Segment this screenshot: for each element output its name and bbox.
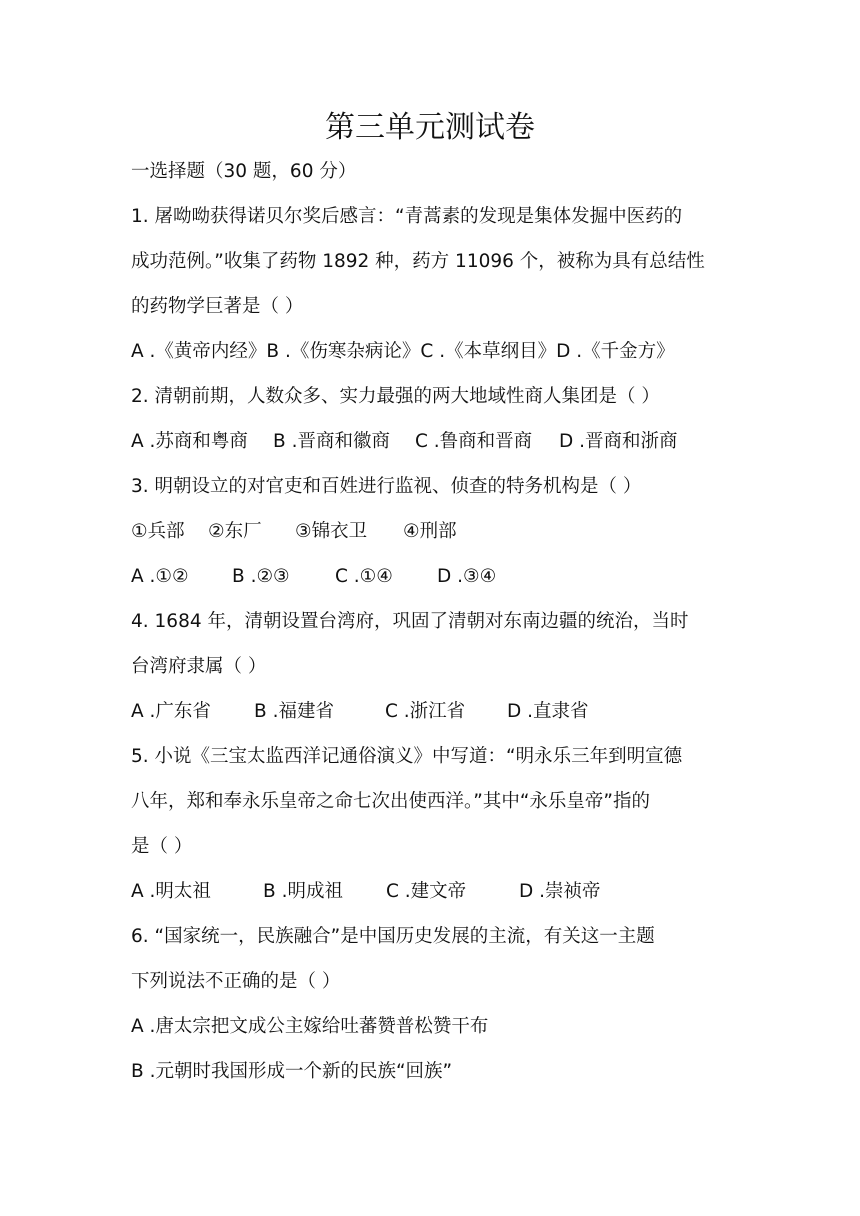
question-2-option-b: B .晋商和徽商	[273, 431, 390, 452]
question-1-options	[131, 337, 675, 367]
question-5-line-2: 八年，郑和奉永乐皇帝之命七次出使西洋。”其中“永乐皇帝”指的	[131, 791, 651, 812]
question-4-option-d: D .直隶省	[507, 701, 589, 722]
question-3-options	[131, 562, 496, 592]
question-5-line-3: 是（ ）	[131, 836, 193, 857]
question-3-option-c: C .①④	[335, 566, 393, 587]
question-1-line-1: 1. 屠呦呦获得诺贝尔奖后感言：“青蒿素的发现是集体发掘中医药的	[131, 206, 683, 227]
question-6-option-b: B .元朝时我国形成一个新的民族“回族”	[131, 1061, 453, 1082]
question-4-line-1: 4. 1684 年，清朝设置台湾府，巩固了清朝对东南边疆的统治，当时	[131, 611, 689, 632]
question-3-line-1: 3. 明朝设立的对官吏和百姓进行监视、侦查的特务机构是（ ）	[131, 476, 642, 497]
question-2-line-1: 2. 清朝前期，人数众多、实力最强的两大地域性商人集团是（ ）	[131, 386, 660, 407]
question-3-item-4: ④刑部	[403, 521, 457, 542]
question-1-option-a: A .《黄帝内经》	[131, 341, 267, 362]
question-5-line-1: 5. 小说《三宝太监西洋记通俗演义》中写道：“明永乐三年到明宣德	[131, 746, 683, 767]
question-1-option-c: C .《本草纲目》	[420, 341, 557, 362]
question-3-item-1: ①兵部	[131, 521, 185, 542]
question-1-line-2: 成功范例。”收集了药物 1892 种，药方 11096 个，被称为具有总结性	[131, 251, 705, 272]
question-4-option-c: C .浙江省	[385, 701, 466, 722]
question-2-option-a: A .苏商和粤商	[131, 431, 248, 452]
question-3-items	[131, 517, 457, 547]
question-3-item-2: ②东厂	[208, 521, 262, 542]
question-3-option-a: A .①②	[131, 566, 189, 587]
question-4-option-a: A .广东省	[131, 701, 211, 722]
question-1-option-b: B .《伤寒杂病论》	[266, 341, 421, 362]
question-4-line-2: 台湾府隶属（ ）	[131, 656, 267, 677]
section-heading: 一选择题（30 题，60 分）	[131, 161, 357, 182]
question-6-line-2: 下列说法不正确的是（ ）	[131, 971, 341, 992]
question-6-line-1: 6. “国家统一，民族融合”是中国历史发展的主流，有关这一主题	[131, 926, 655, 947]
question-1-option-d: D .《千金方》	[556, 341, 675, 362]
question-4-options	[131, 697, 589, 727]
question-2-option-c: C .鲁商和晋商	[415, 431, 533, 452]
question-2-option-d: D .晋商和浙商	[559, 431, 678, 452]
question-3-item-3: ③锦衣卫	[295, 521, 368, 542]
question-1-line-3: 的药物学巨著是（ ）	[131, 296, 304, 317]
question-5-option-d: D .崇祯帝	[519, 881, 601, 902]
question-4-option-b: B .福建省	[254, 701, 334, 722]
question-5-option-c: C .建文帝	[386, 881, 467, 902]
question-5-option-a: A .明太祖	[131, 881, 211, 902]
question-3-option-b: B .②③	[232, 566, 290, 587]
question-2-options	[131, 427, 678, 457]
question-6-option-a: A .唐太宗把文成公主嫁给吐蕃赞普松赞干布	[131, 1016, 489, 1037]
question-5-option-b: B .明成祖	[263, 881, 343, 902]
page-title: 第三单元测试卷	[325, 110, 535, 145]
question-5-options	[131, 877, 601, 907]
question-3-option-d: D .③④	[437, 566, 497, 587]
